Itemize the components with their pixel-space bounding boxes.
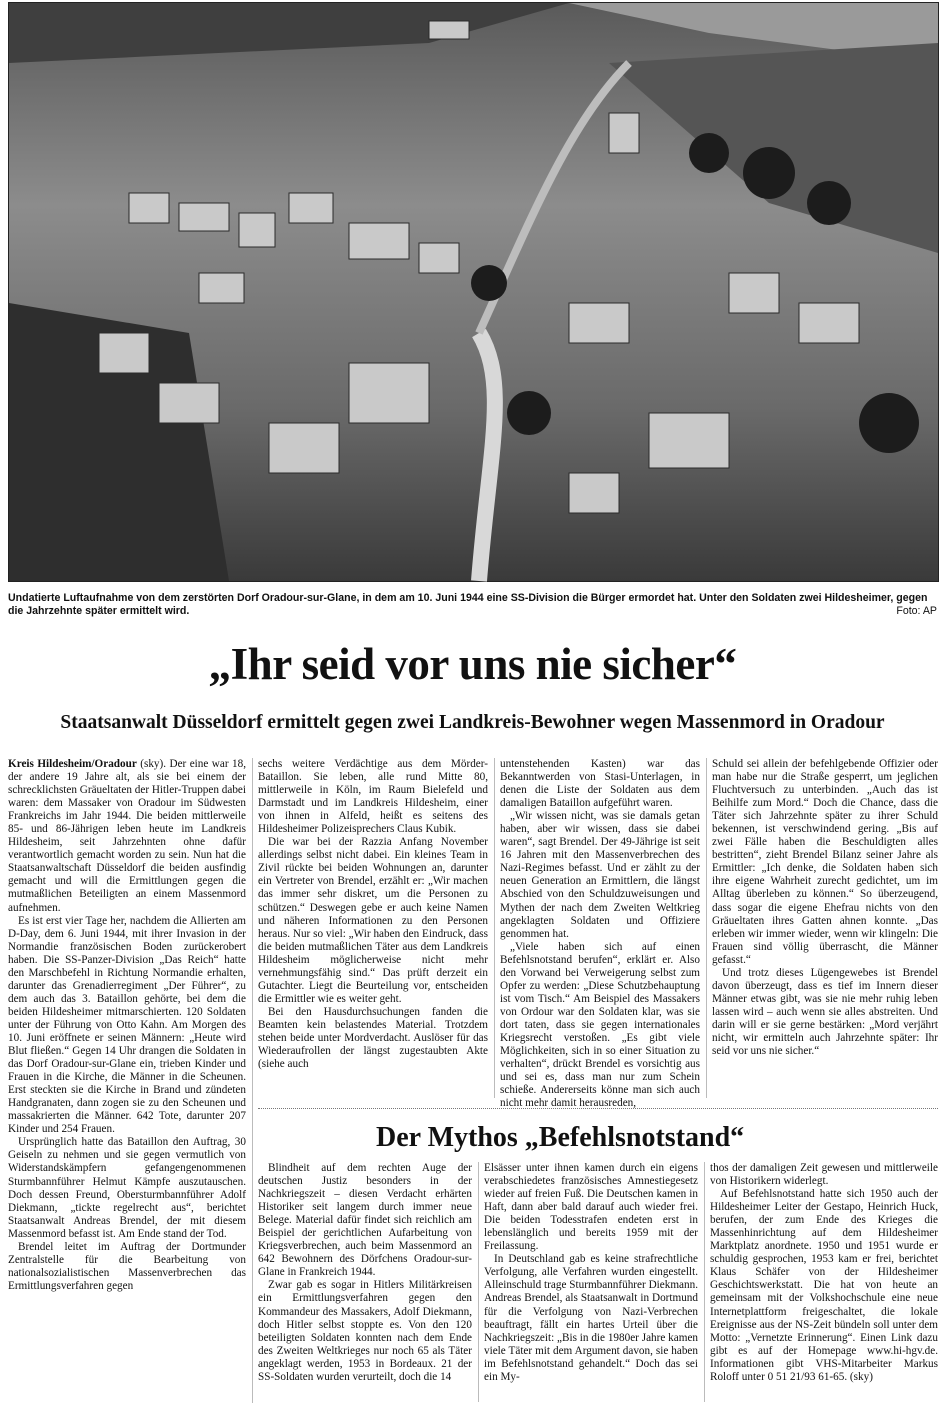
article-column-4: [712, 758, 938, 1098]
article-paragraph-text: (sky). Der eine war 18, der andere 19 Jahre alt, als sie bei einem der schrecklichsten Gräueltaten der Hitler-Truppen dabei waren: dem Massaker von Oradour im Südwesten Frankreichs im Jahr 1944. Die beiden mittlerweile 85- und 86-Jährigen leben heute im Landkreis Hildesheim, seit Jahrzehnten ohne dafür verantwortlich gemacht worden zu sein. Nun hat die Staatsanwaltschaft Düsseldorf die beiden ausfindig gemacht und will die Ermittlungen gegen die mutmaßlichen Beteiligten an einem Massenmord aufnehmen.: [8, 758, 246, 914]
column-divider: [478, 1162, 479, 1402]
article-paragraph: [8, 758, 246, 915]
aerial-village-ruins-photo-icon: [9, 3, 938, 581]
dateline: Kreis Hildesheim/Oradour: [8, 758, 137, 770]
article-paragraph: Und trotz dieses Lügengewebes ist Brendel davon überzeugt, dass es tief im Innern dieser Männer etwas gibt, was sie nie mehr ruhig leben lassen wird – auch wenn sie alles abstreiten. Und darin will er sie gerne bestärken: „Mord verjährt nicht, wir ermitteln auch Jahrzehnte später: Ihr seid vor uns nie sicher.“: [712, 966, 938, 1058]
headline: „Ihr seid vor uns nie sicher“: [208, 639, 737, 689]
subheadline: Staatsanwalt Düsseldorf ermittelt gegen zwei Landkreis-Bewohner wegen Massenmord in Oradour: [60, 712, 885, 733]
box-column-1: [258, 1162, 472, 1402]
box-separator: [258, 1108, 938, 1109]
box-column-3: [710, 1162, 938, 1402]
column-divider: [252, 758, 253, 1403]
column-divider: [704, 1162, 705, 1402]
article-column-3: [500, 758, 700, 1110]
article-paragraph: Schuld sei allein der befehlgebende Offizier oder man habe nur die Straße gesperrt, um jeglichen Fluchtversuch zu unterbinden. „Auch das ist Beihilfe zum Mord.“ Doch die Chance, dass die Täter sich Jahrzehnte später zu ihrer Schuld bekennen, ist verschwindend gering. „Bis auf zwei Fälle haben die Beschuldigten alles bestritten“, zieht Brendel Bilanz seiner Jahre als Ermittler: „Ich denke, die Soldaten haben sich ihre eigene Wahrheit zurecht gedichtet, um im Alltag überleben zu können.“ So überzeugend, dass sogar die eigene Ehefrau nichts von den Gräueltaten ihres Gatten ahnen konnte. „Das erleben wir immer wieder, wenn wir klingeln: Die Frauen sind völlig überrascht, die Männer gefasst.“: [712, 758, 938, 966]
column-divider: [706, 758, 707, 1098]
box-paragraph: thos der damaligen Zeit gewesen und mittlerweile von Historikern widerlegt.: [710, 1162, 938, 1188]
photo-caption: [8, 592, 937, 617]
aerial-photo: [8, 2, 939, 582]
article-paragraph: Ursprünglich hatte das Bataillon den Auftrag, 30 Geiseln zu nehmen und sie gegen vermutlich von Widerstandskämpfern gefangengenommenen Sturmbannführer Helmut Kämpfe auszutauschen. Doch dessen Freund, Obersturmbannführer Adolf Diekmann, „tickte regelrecht aus“, berichtet Staatsanwalt Andreas Brendel, der mit diesem Massenmord befasst ist. Am Ende stand der Tod.: [8, 1136, 246, 1240]
photo-credit: Foto: AP: [896, 604, 937, 617]
box-paragraph: Zwar gab es sogar in Hitlers Militärkreisen ein Ermittlungsverfahren gegen den Kommandeur des Massakers, Adolf Diekmann, doch Hitler selbst stoppte es. Von den 120 beteiligten Soldaten konnten nach dem Ende des Zweiten Weltkrieges nur noch 65 als Täter angeklagt werden, 1953 in Bordeaux. 21 der SS-Soldaten wurden verurteilt, doch die 14: [258, 1279, 472, 1383]
caption-text: Undatierte Luftaufnahme von dem zerstörten Dorf Oradour-sur-Glane, in dem am 10. Juni 1944 eine SS-Division die Bürger ermordet hat. Unter den Soldaten zwei Hildesheimer, gegen die Jahrzehnte später ermittelt wird.: [8, 592, 928, 617]
box-paragraph: Elsässer unter ihnen kamen durch ein eigens verabschiedetes französisches Amnestiegesetz wieder auf freien Fuß. Die Deutschen kamen in Haft, dann aber bald darauf auch wieder frei. Die beiden Todesstrafen endeten erst in lebenslänglich und bereits 1959 mit der Freilassung.: [484, 1162, 698, 1253]
article-column-1: [8, 758, 246, 1403]
article-paragraph: Es ist erst vier Tage her, nachdem die Allierten am D-Day, dem 6. Juni 1944, mit ihrer Invasion in der Normandie französischen Boden zurückerobert haben. Die SS-Panzer-Division „Das Reich“ hatte den Marschbefehl in Richtung Normandie erhalten, darunter das Grenadierregiment „Der Führer“, zu dem auch das 3. Bataillon gehörte, bei dem die beiden Hildesheimer mitmarschierten. 120 Soldaten unter der Führung von Otto Kahn. Am Morgen des 10. Juni eröffnete er seinen Männern: „Heute wird Blut fließen.“ Gegen 14 Uhr drangen die Soldaten in das Dorf Oradour-sur-Glane ein, trieben Kinder und Frauen in die Kirche, die Männer in die Scheunen. Erst steckten sie die Kirche in Brand und zündeten Handgranaten, dann zogen sie zu den Scheunen und massakrierten die Männer. 642 Tote, darunter 207 Kinder und 254 Frauen.: [8, 914, 246, 1136]
article-paragraph: „Viele haben sich auf einen Befehlsnotstand berufen“, erklärt er. Also den Vorwand bei Verweigerung selbst zum Opfer zu werden: „Diese Schutzbehauptung ist vom Tisch.“ Am Beispiel des Massakers von Ordour war den Soldaten klar, was sie dort taten, dass sie gegen internationales Kriegsrecht verstoßen. „Es gibt viele Möglichkeiten, sich in so einer Situation zu verhalten“, drückt Brendel es vorsichtig aus und sei es, dass man nur zum Schein schieße. Andererseits könne man sich auch nicht mehr damit herausreden,: [500, 940, 700, 1110]
article-paragraph: Brendel leitet im Auftrag der Dortmunder Zentralstelle für die Bearbeitung von nationalsozialistischen Massenverbrechen das Ermittlungsverfahren gegen: [8, 1240, 246, 1292]
article-paragraph: untenstehenden Kasten) war das Bekanntwerden von Stasi-Unterlagen, in denen die Liste der Soldaten aus dem damaligen Bataillon aufgeführt waren.: [500, 758, 700, 810]
box-paragraph: Auf Befehlsnotstand hatte sich 1950 auch der Hildesheimer Leiter der Gestapo, Heinrich Huck, berufen, der zum Ende des Krieges die Massenhinrichtung auf dem Hildesheimer Marktplatz anordnete. 1950 und 1951 wurde er schuldig gesprochen, 1953 kam er frei, berichtet Klaus Schäfer von der Hildesheimer Geschichtswerkstatt. Die hat von heute an gemeinsam mit der Volkshochschule eine neue Internetplattform freigeschaltet, die lokale Ereignisse aus der NS-Zeit bündeln soll unter dem Motto: „Vernetzte Erinnerung“. Einen Link dazu gibt es auf der Homepage www.hi-hgv.de. Informationen gibt VHS-Mitarbeiter Markus Roloff unter 0 51 21/93 61-65. (sky): [710, 1188, 938, 1383]
box-title: Der Mythos „Befehlsnotstand“: [376, 1122, 745, 1153]
article-paragraph: Bei den Hausdurchsuchungen fanden die Beamten kein belastendes Material. Trotzdem stehen beide unter Mordverdacht. Auslöser für das Wiederaufrollen der längst zugestaubten Akte (siehe auch: [258, 1005, 488, 1071]
article-paragraph: „Wir wissen nicht, was sie damals getan haben, aber wir wissen, dass sie dabei waren“, sagt Brendel. Der 49-Jährige ist seit 16 Jahren mit den Massenverbrechen des Nazi-Regimes befasst. Und er zählt zu der neuen Generation an Ermittlern, die längst Abschied von den Schuldzuweisungen und Mythen der nach dem Zweiten Weltkrieg angeklagten Soldaten und Offiziere genommen hat.: [500, 810, 700, 940]
article-paragraph: sechs weitere Verdächtige aus dem Mörder-Bataillon. Sie leben, alle rund Mitte 80, mittlerweile in Köln, im Raum Bielefeld und Darmstadt und im Landkreis Hildesheim, einer von ihnen in Alfeld, heißt es seitens des Hildesheimer Polizeisprechers Claus Kubik.: [258, 758, 488, 836]
article-paragraph: Die war bei der Razzia Anfang November allerdings selbst nicht dabei. Ein kleines Team in Zivil rückte bei beiden Wohnungen an, darunter ein Vertreter von Brendel, erzählt er: „Wir machen das immer sehr diskret, um die Personen zu schützen.“ Deswegen gebe er auch keine Namen und näheren Informationen zu den Personen heraus. Nur so viel: „Wir haben den Eindruck, dass die beiden mutmaßlichen Täter aus dem Landkreis Hildesheim möglicherweise nicht mehr vernehmungsfähig sind.“ Das prüft derzeit ein Gutachter. Liegt die Beurteilung vor, entscheiden die Ermittler wie es weiter geht.: [258, 836, 488, 1005]
article-column-2: [258, 758, 488, 1098]
box-paragraph: Blindheit auf dem rechten Auge der deutschen Justiz besonders in der Nachkriegszeit – diesen Verdacht erhärten Historiker seit langem durch immer neue Belege. Material dafür findet sich reichlich am Beispiel der gerichtlichen Aufarbeitung von Kriegsverbrechen, auch beim Massenmord an 642 Bewohnern des Dörfchens Oradour-sur-Glane in Frankreich 1944.: [258, 1162, 472, 1279]
box-paragraph: In Deutschland gab es keine strafrechtliche Verfolgung, alle Verfahren wurden eingestellt. Alleinschuld trage Sturmbannführer Diekmann. Andreas Brendel, als Staatsanwalt in Dortmund für die Verfolgung von Nazi-Verbrechen beauftragt, fällt ein hartes Urteil über die Nachkriegszeit: „Bis in die 1980er Jahre kamen viele Täter mit dem Argument davon, sie haben im Befehlsnotstand gehandelt.“ Doch das sei ein My-: [484, 1253, 698, 1383]
column-divider: [494, 758, 495, 1098]
box-column-2: [484, 1162, 698, 1402]
